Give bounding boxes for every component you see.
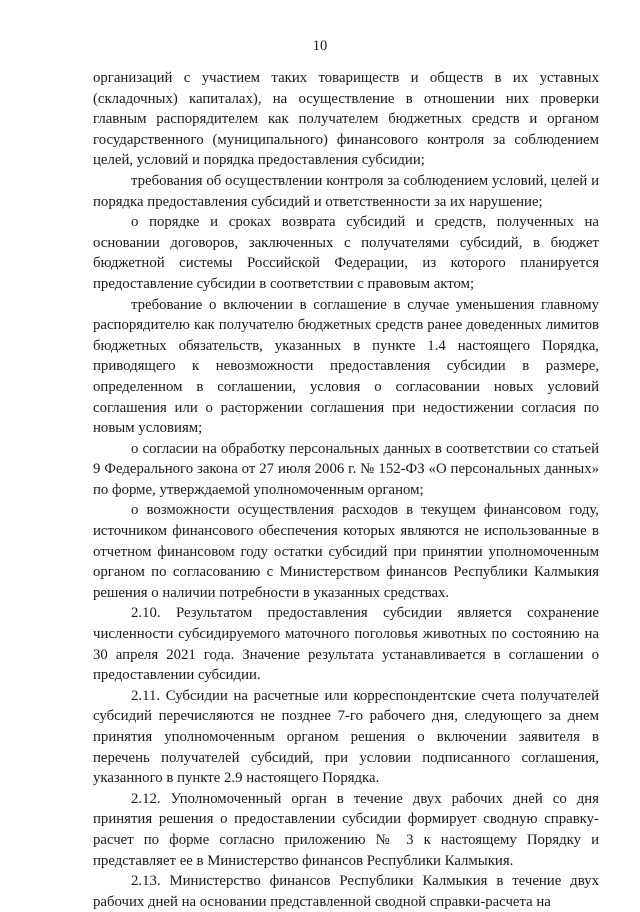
page-number: 10 (312, 38, 328, 54)
paragraph-2-12: 2.12. Уполномоченный орган в течение двух рабочих дней со дня принятия решения о предоставлении субсидии формирует сводную справку-расчет по форме согласно приложению № 3 к настоящему Порядку и представляет ее в Министерство финансов Республики Калмыкия. (93, 790, 599, 869)
paragraph-continuation: организаций с участием таких товариществ и обществ в их уставных (складочных) капиталах), на осуществление в отношении них проверки главным распорядителем как получателем бюджетных средств и органом государственного (муниципального) финансового контроля за соблюдением целей, условий и порядка предоставления субсидии; (93, 70, 599, 169)
paragraph-2-10: 2.10. Результатом предоставления субсидии является сохранение численности субсидируемого маточного поголовья животных по состоянию на 30 апреля 2021 года. Значение результата устанавливается в соглашении о предоставлении субсидии. (93, 605, 599, 684)
paragraph-remaining-funds: о возможности осуществления расходов в текущем финансовом году, источником финансового обеспечения которых являются не использованные в отчетном финансовом году остатки субсидий при принятии уполномоченным органом по согласованию с Министерством финансов Республики Калмыкия решения о наличии потребности в указанных средствах. (93, 502, 599, 601)
paragraph-personal-data-consent: о согласии на обработку персональных данных в соответствии со статьей 9 Федерального закона от 27 июля 2006 г. № 152-ФЗ «О персональных данных» по форме, утверждаемой уполномоченным органом; (93, 440, 599, 498)
paragraph-refund-terms: о порядке и сроках возврата субсидий и средств, полученных на основании договоров, заключенных с получателями субсидий, в бюджет бюджетной системы Российской Федерации, из которого планируется предоставление субсидии в соответствии с правовым актом; (93, 214, 599, 292)
paragraph-2-13: 2.13. Министерство финансов Республики Калмыкия в течение двух рабочих дней на основании представленной сводной справки-расчета на (93, 873, 599, 910)
paragraph-control-requirements: требования об осуществлении контроля за соблюдением условий, целей и порядка предоставления субсидий и ответственности за их нарушение; (93, 172, 599, 210)
paragraph-2-11: 2.11. Субсидии на расчетные или корреспондентские счета получателей субсидий перечисляются не позднее 7-го рабочего дня, следующего за днем принятия уполномоченным органом решения о включении заявителя в перечень получателей субсидий, при условии подписанного соглашения, указанного в пункте 2.9 настоящего Порядка. (93, 687, 599, 787)
document-body (93, 68, 599, 912)
paragraph-limit-reduction: требование о включении в соглашение в случае уменьшения главному распорядителю как получателю бюджетных средств ранее доведенных лимитов бюджетных обязательств, указанных в пункте 1.4 настоящего Порядка, приводящего к невозможности предоставления субсидии в размере, определенном в соглашении, условия о согласовании новых условий соглашения или о расторжении соглашения при недостижении согласия по новым условиям; (93, 296, 599, 437)
